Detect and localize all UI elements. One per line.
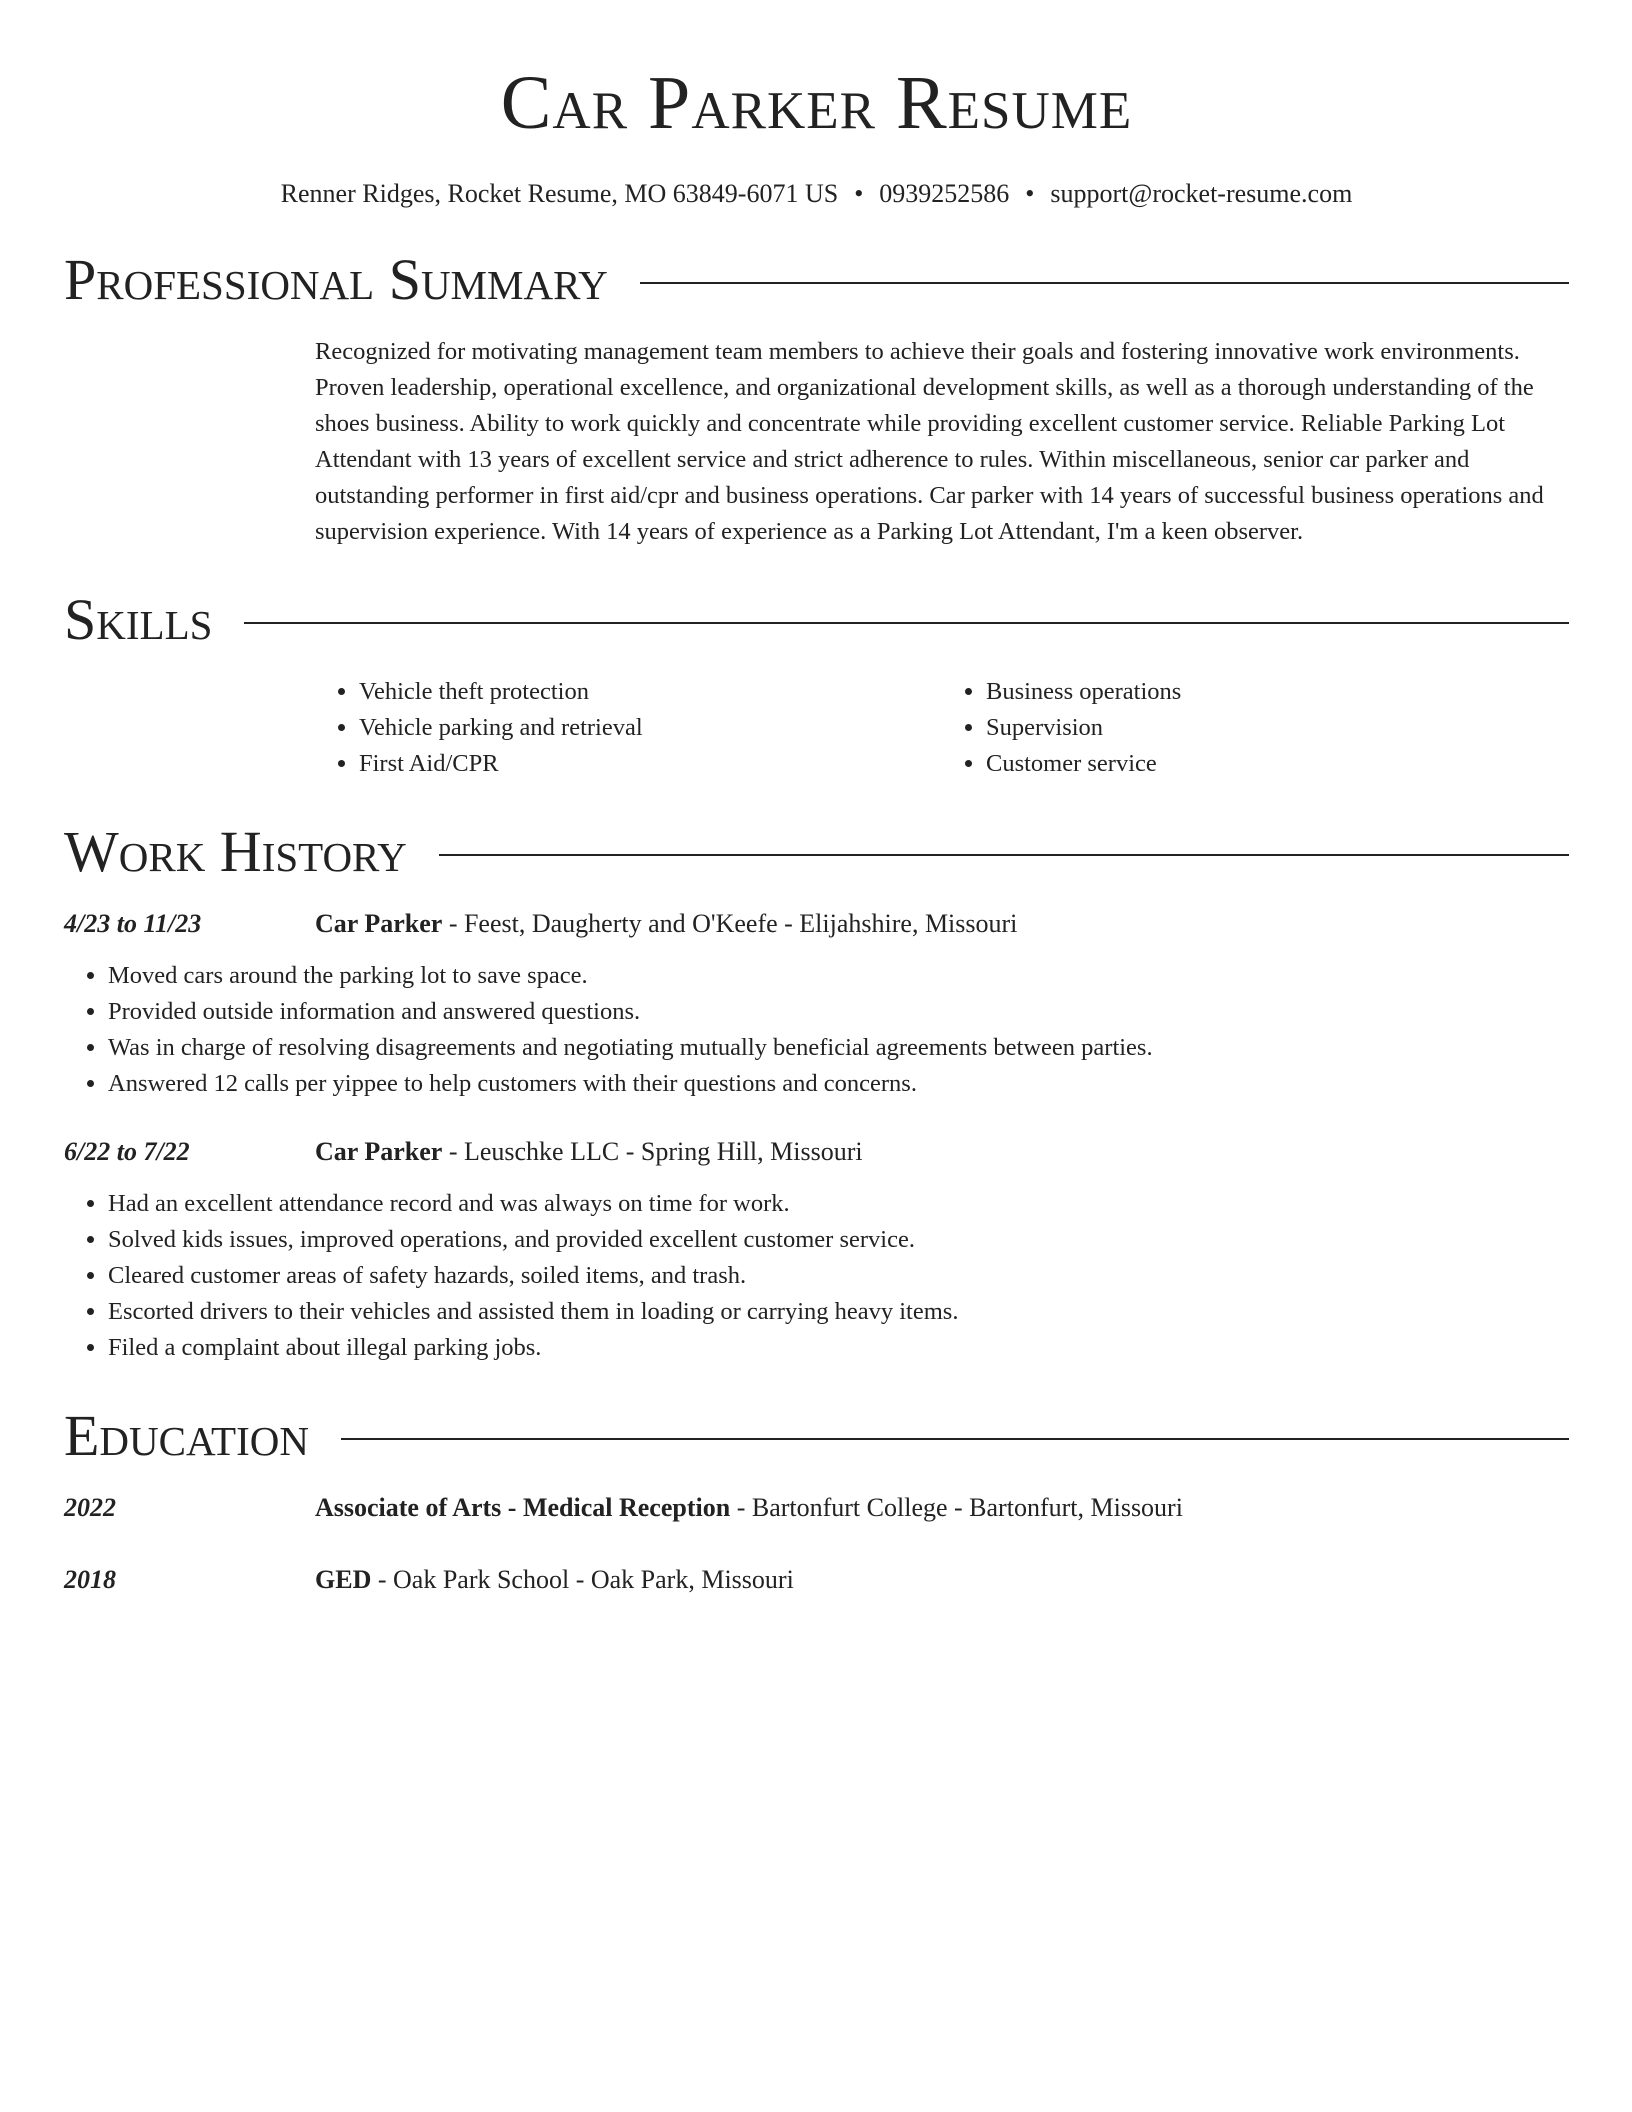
skills-heading: Skills: [64, 587, 213, 652]
education-section-header: [64, 1404, 1569, 1468]
contact-separator: •: [854, 179, 864, 208]
job-bullets: [64, 958, 1569, 1102]
contact-phone: 0939252586: [879, 179, 1010, 208]
section-divider: [244, 622, 1569, 624]
summary-text: Recognized for motivating management team members to achieve their goals and fostering innovative work environments. Proven leadership, operational excellence, and organizational development skills, as well as a thorough understanding of the shoes business. Ability to work quickly and concentrate while providing excellent customer service. Reliable Parking Lot Attendant with 13 years of excellent service and strict adherence to rules. Within miscellaneous, senior car parker and outstanding performer in first aid/cpr and business operations. Car parker with 14 years of successful business operations and supervision experience. With 14 years of experience as a Parking Lot Attendant, I'm a keen observer.: [315, 338, 1544, 545]
contact-separator: •: [1025, 179, 1035, 208]
job-entry: [64, 1134, 1569, 1366]
job-title: Car Parker: [315, 909, 443, 938]
job-bullet: • Answered 12 calls per yippee to help customers with their questions and concerns.: [108, 1066, 1569, 1102]
summary-heading: Professional Summary: [64, 247, 608, 312]
job-bullet: • Moved cars around the parking lot to save space.: [108, 958, 1569, 994]
job-bullets: [64, 1186, 1569, 1366]
summary-section-header: [64, 248, 1569, 312]
job-entry: [64, 906, 1569, 1102]
work-heading: Work History: [64, 819, 407, 884]
job-dates: 6/22 to 7/22: [64, 1137, 190, 1166]
education-entry: [64, 1562, 1569, 1598]
education-degree: Associate of Arts - Medical Reception: [315, 1493, 731, 1522]
job-bullet: • Cleared customer areas of safety hazards, soiled items, and trash.: [108, 1258, 1569, 1294]
job-title-line: [315, 906, 1017, 942]
education-line: [315, 1562, 794, 1598]
section-divider: [640, 282, 1569, 284]
job-title-line: [315, 1134, 863, 1170]
skill-item: • Customer service: [986, 746, 1569, 782]
job-dates: 4/23 to 11/23: [64, 909, 202, 938]
contact-line: [64, 178, 1569, 210]
job-header: [64, 1134, 1569, 1170]
education-year: 2022: [64, 1493, 116, 1522]
skill-item: • First Aid/CPR: [359, 746, 942, 782]
education-entry: [64, 1490, 1569, 1526]
job-bullet: • Provided outside information and answered questions.: [108, 994, 1569, 1030]
skills-section-header: [64, 588, 1569, 652]
education-details: - Oak Park School - Oak Park, Missouri: [371, 1565, 794, 1594]
skill-item: • Business operations: [986, 674, 1569, 710]
job-bullet: • Had an excellent attendance record and was always on time for work.: [108, 1186, 1569, 1222]
skills-column-right: [942, 674, 1569, 782]
education-line: [315, 1490, 1183, 1526]
education-heading: Education: [64, 1403, 309, 1468]
contact-email: support@rocket-resume.com: [1050, 179, 1353, 208]
skill-item: • Vehicle theft protection: [359, 674, 942, 710]
skills-list: [315, 674, 1569, 782]
job-bullet: • Escorted drivers to their vehicles and assisted them in loading or carrying heavy items.: [108, 1294, 1569, 1330]
resume-page: [64, 0, 1569, 1598]
skill-item: • Supervision: [986, 710, 1569, 746]
education-details: - Bartonfurt College - Bartonfurt, Missouri: [730, 1493, 1183, 1522]
education-degree: GED: [315, 1565, 372, 1594]
job-title: Car Parker: [315, 1137, 443, 1166]
job-details: - Feest, Daugherty and O'Keefe - Elijahshire, Missouri: [442, 909, 1018, 938]
section-divider: [439, 854, 1569, 856]
job-bullet: • Filed a complaint about illegal parking jobs.: [108, 1330, 1569, 1366]
job-header: [64, 906, 1569, 942]
skill-item: • Vehicle parking and retrieval: [359, 710, 942, 746]
education-year: 2018: [64, 1565, 116, 1594]
job-details: - Leuschke LLC - Spring Hill, Missouri: [442, 1137, 863, 1166]
skills-column-left: [315, 674, 942, 782]
work-section-header: [64, 820, 1569, 884]
job-bullet: • Was in charge of resolving disagreements and negotiating mutually beneficial agreements between parties.: [108, 1030, 1569, 1066]
job-bullet: • Solved kids issues, improved operations, and provided excellent customer service.: [108, 1222, 1569, 1258]
resume-name: Car Parker Resume: [500, 61, 1133, 145]
contact-address: Renner Ridges, Rocket Resume, MO 63849-6071 US: [280, 179, 839, 208]
section-divider: [341, 1438, 1569, 1440]
